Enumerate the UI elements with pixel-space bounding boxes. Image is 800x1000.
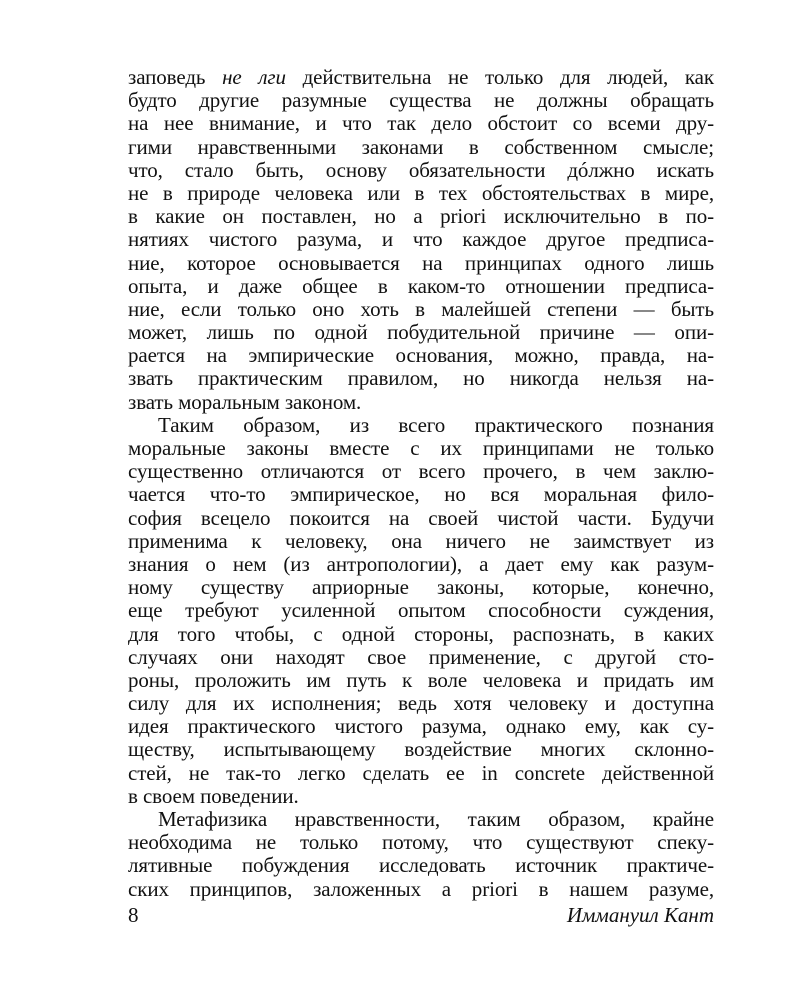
text-line: на нее внимание, и что так дело обстоит со всеми дру- bbox=[128, 111, 714, 136]
text-line: заповедь не лги действительна не только для людей, как bbox=[128, 65, 714, 89]
text-line: моральные законы вместе с их принципами не только bbox=[128, 436, 714, 460]
running-author: Иммануил Кант bbox=[566, 903, 714, 927]
text-line: нятиях чистого разума, и что каждое другое предписа- bbox=[128, 227, 714, 252]
text-line: рается на эмпирические основания, можно, правда, на- bbox=[128, 343, 714, 368]
paragraph-last-line: звать моральным законом. bbox=[128, 389, 362, 414]
text-line: софия всецело покоится на своей чистой части. Будучи bbox=[128, 505, 714, 530]
text-line: идея практического чистого разума, однако ему, как су- bbox=[128, 714, 714, 739]
text-line: ние, если только оно хоть в малейшей степени — быть bbox=[128, 296, 714, 321]
text-line: гими нравственными законами в собственном смысле; bbox=[128, 134, 714, 159]
text-line: стей, не так-то легко сделать ее in concrete действенной bbox=[128, 760, 714, 785]
text-line: знания о нем (из антропологии), а дает ему как разум- bbox=[128, 551, 714, 576]
text-line: чается что-то эмпирическое, но вся моральная фило- bbox=[128, 482, 714, 507]
text-line: применима к человеку, она ничего не заимствует из bbox=[128, 528, 714, 553]
paragraph-first-line: Таким образом, из всего практического познания bbox=[158, 412, 714, 437]
text-line: силу для их исполнения; ведь хотя человеку и доступна bbox=[128, 691, 714, 716]
text-line: для того чтобы, с одной стороны, распознать, в каких bbox=[128, 621, 714, 646]
page-number: 8 bbox=[128, 903, 139, 927]
text-line: в какие он поставлен, но a priori исключительно в по- bbox=[128, 204, 714, 229]
page-footer bbox=[128, 900, 714, 930]
text-line: ских принципов, заложенных a priori в нашем разуме, bbox=[128, 876, 714, 901]
text-line: звать практическим правилом, но никогда нельзя на- bbox=[128, 366, 714, 391]
text-line: будто другие разумные существа не должны обращать bbox=[128, 88, 714, 113]
emphasized-phrase: не лги bbox=[222, 65, 286, 89]
text-line: лятивные побуждения исследовать источник практиче- bbox=[128, 853, 714, 878]
body-text bbox=[128, 66, 714, 901]
paragraph-last-line: в своем поведении. bbox=[128, 783, 299, 808]
text-line: ние, которое основывается на принципах одного лишь bbox=[128, 250, 714, 275]
paragraph-first-line: Метафизика нравственности, таким образом, крайне bbox=[158, 807, 714, 831]
text-line: ществу, испытывающему воздействие многих склонно- bbox=[128, 737, 714, 762]
text-line: ному существу априорные законы, которые, конечно, bbox=[128, 575, 714, 600]
text-line: не в природе человека или в тех обстоятельствах в мире, bbox=[128, 180, 714, 205]
text-line: роны, проложить им путь к воле человека и придать им bbox=[128, 667, 714, 692]
text-line: что, стало быть, основу обязательности дóлжно искать bbox=[128, 157, 714, 182]
text-line: необходима не только потому, что существуют спеку- bbox=[128, 830, 714, 855]
text-line: существенно отличаются от всего прочего, в чем заклю- bbox=[128, 459, 714, 484]
text-line: случаях они находят свое применение, с другой сто- bbox=[128, 644, 714, 669]
text-line: опыта, и даже общее в каком-то отношении предписа- bbox=[128, 273, 714, 298]
text-line: может, лишь по одной побудительной причине — опи- bbox=[128, 320, 714, 345]
text-line: еще требуют усиленной опытом способности суждения, bbox=[128, 598, 714, 623]
